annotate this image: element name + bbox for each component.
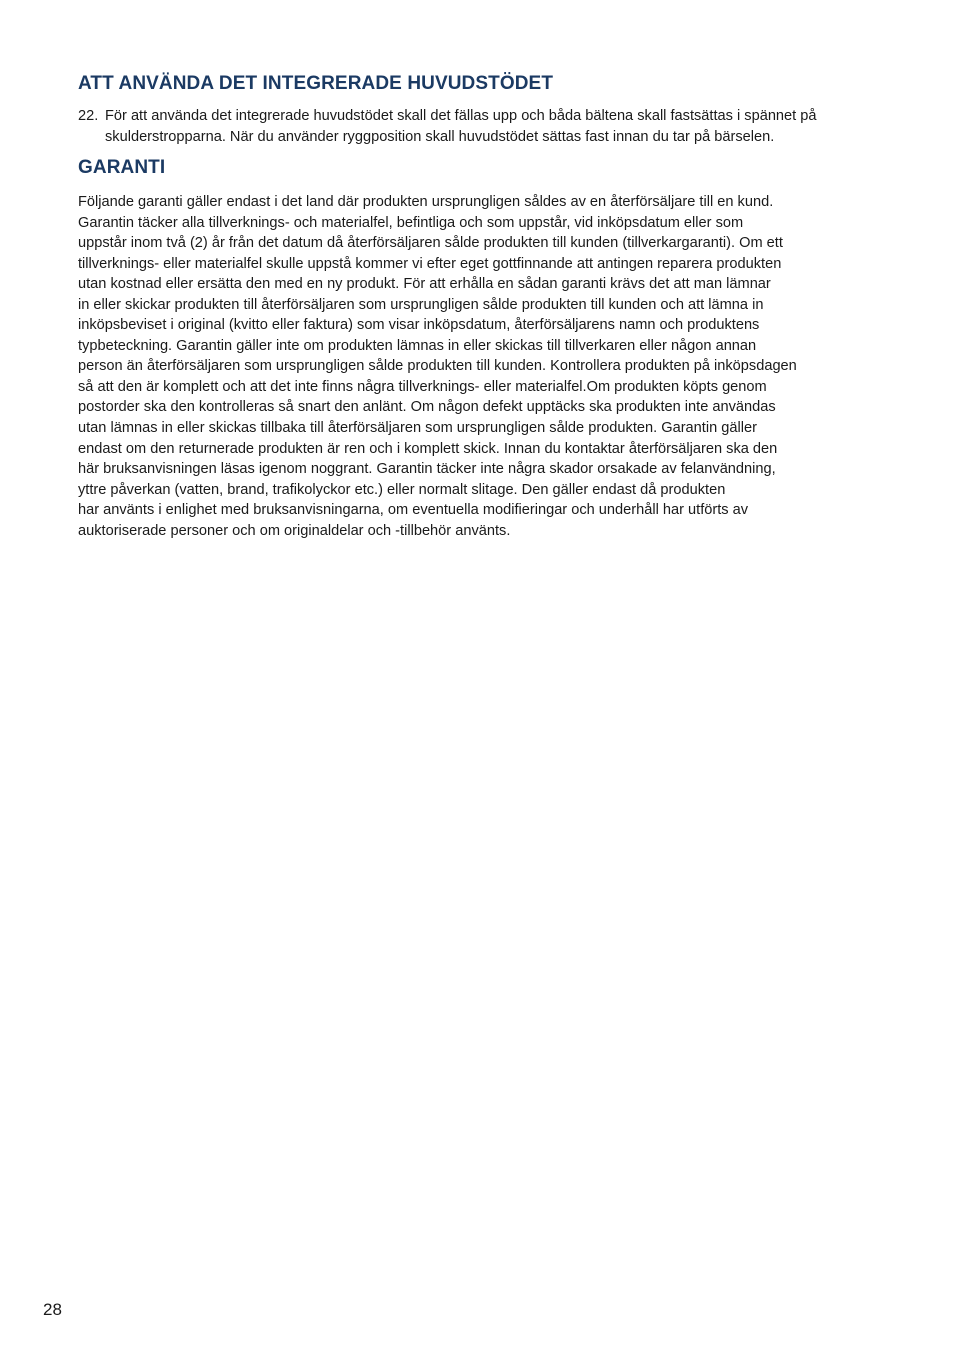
warranty-line: utan kostnad eller ersätta den med en ny produkt. För att erhålla en sådan garanti krävs det att man lämnar [78, 276, 771, 293]
warranty-line: har använts i enlighet med bruksanvisningarna, om eventuella modifieringar och underhåll har utförts av [78, 502, 749, 519]
warranty-line: här bruksanvisningen läsas igenom noggrant. Garantin täcker inte några skador orsakade av felanvändning, [78, 461, 776, 478]
instruction-text: För att använda det integrerade huvudstödet skall det fällas upp och båda bältena skall fastsättas i spännet på skulderstropparna. När du använder ryggposition skall huvudstödet sättas fast innan du tar på bärselen. [105, 108, 817, 145]
warranty-line: endast om den returnerade produkten är ren och i komplett skick. Innan du kontaktar återförsäljaren ska den [78, 440, 778, 457]
warranty-line: så att den är komplett och att det inte finns några tillverknings- eller materialfel.Om produkten köpts genom [78, 378, 767, 395]
warranty-line: utan lämnas in eller skickas tillbaka till återförsäljaren som ursprungligen sålde produkten. Garantin gäller [78, 420, 757, 437]
warranty-line: inköpsbeviset i original (kvitto eller faktura) som visar inköpsdatum, återförsäljarens namn och produktens [78, 317, 760, 334]
document-page [78, 72, 878, 541]
instruction-item [78, 106, 878, 147]
warranty-line: typbeteckning. Garantin gäller inte om produkten lämnas in eller skickas till tillverkaren eller någon annan [78, 337, 757, 354]
warranty-paragraph [78, 192, 878, 541]
warranty-line: in eller skickar produkten till återförsäljaren som ursprungligen sålde produkten till kunden och att lämna in [78, 296, 764, 313]
warranty-line: auktoriserade personer och om originaldelar och -tillbehör använts. [78, 522, 511, 539]
instruction-number: 22. [78, 108, 99, 124]
warranty-line: Följande garanti gäller endast i det land där produkten ursprungligen såldes av en återförsäljare till en kund. [78, 194, 774, 210]
section-heading-headrest: ATT ANVÄNDA DET INTEGRERADE HUVUDSTÖDET [78, 73, 554, 94]
warranty-line: tillverknings- eller materialfel skulle uppstå kommer vi efter eget gottfinnande att antingen reparera produkten [78, 255, 782, 272]
warranty-line: yttre påverkan (vatten, brand, trafikolyckor etc.) eller normalt slitage. Den gäller endast då produkten [78, 481, 726, 498]
warranty-line: postorder ska den kontrolleras så snart den anlänt. Om någon defekt upptäcks ska produkten inte användas [78, 399, 776, 416]
warranty-line: Garantin täcker alla tillverknings- och materialfel, befintliga och som uppstår, vid inköpsdatum eller som [78, 214, 744, 231]
warranty-line: uppstår inom två (2) år från det datum då återförsäljaren sålde produkten till kunden (tillverkargaranti). Om ett [78, 235, 783, 252]
warranty-line: person än återförsäljaren som ursprungligen sålde produkten till kunden. Kontrollera produkten på inköpsdagen [78, 358, 797, 375]
section-heading-warranty: GARANTI [78, 157, 166, 178]
page-number: 28 [43, 1300, 62, 1319]
